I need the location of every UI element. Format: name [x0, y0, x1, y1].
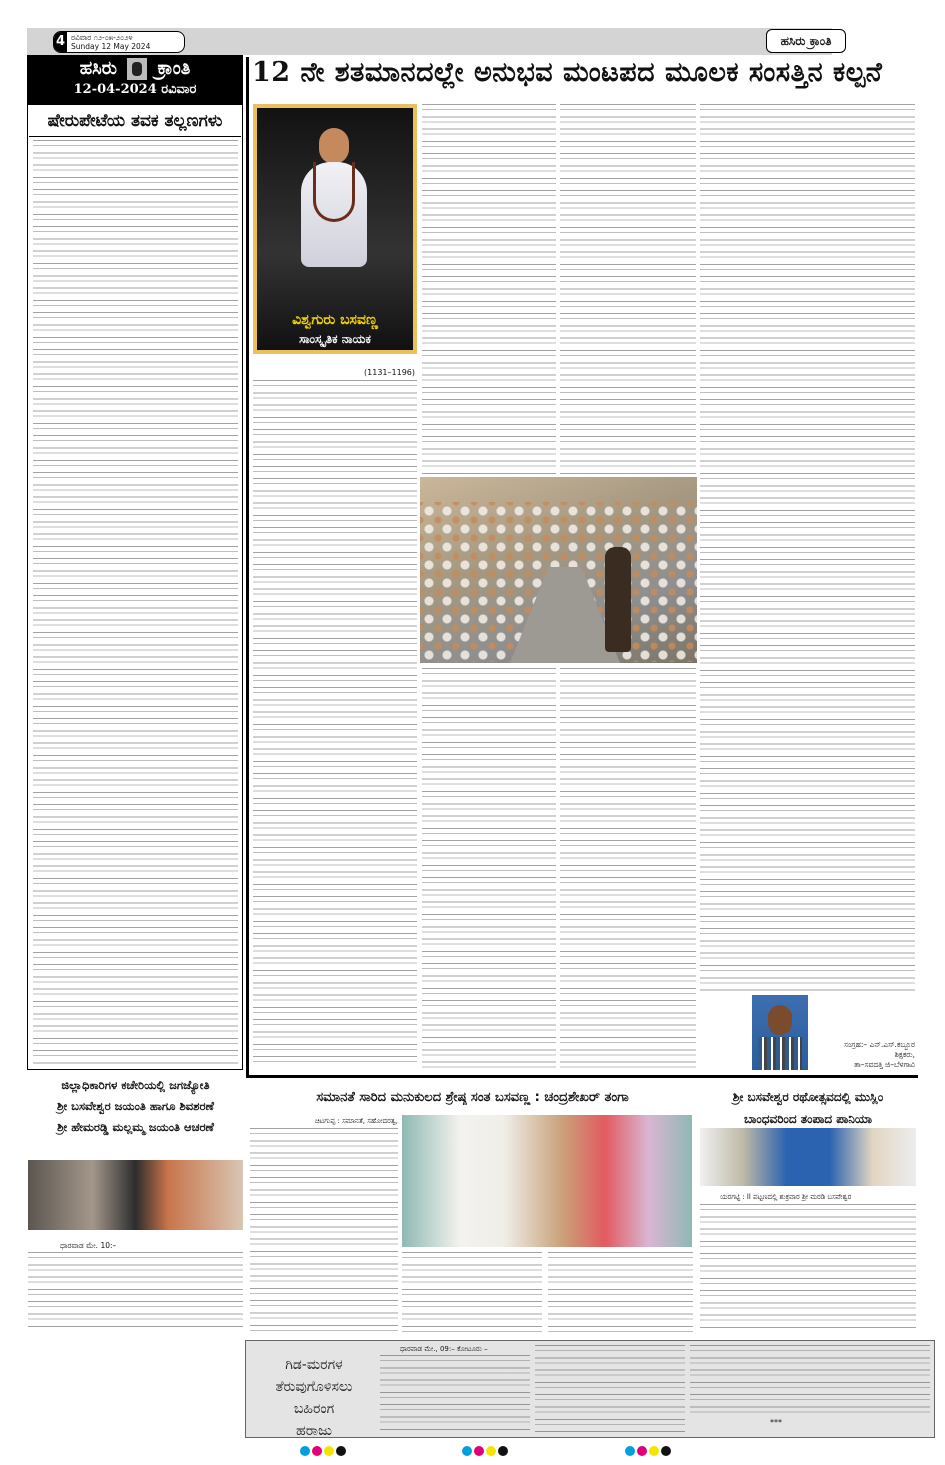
main-headline: 12 ನೇ ಶತಮಾನದಲ್ಲೇ ಅನುಭವ ಮಂಟಪದ ಮೂಲಕ ಸಂಸತ್ತಿನ ಕಲ್ಪನೆ — [252, 57, 883, 88]
date-english: Sunday 12 May 2024 — [71, 42, 151, 51]
bottom-left-body — [28, 1252, 243, 1327]
masthead-date: 12-04-2024 ರವಿವಾರ — [73, 82, 197, 97]
author-photo — [752, 995, 808, 1070]
masthead-title-right: ಕ್ರಾಂತಿ — [157, 58, 191, 79]
portrait-caption-subtitle: ಸಾಂಸ್ಕೃತಿಕ ನಾಯಕ — [299, 332, 371, 346]
chitaguppa-event-photo — [402, 1115, 692, 1247]
main-article-col1-top — [253, 380, 417, 475]
bottom-left-headline-line-2: ಶ್ರೀ ಬಸವೇಶ್ವರ ಜಯಂತಿ ಹಾಗೂ ಶಿವಶರಣೆ — [57, 1099, 214, 1113]
black-dot — [661, 1446, 671, 1456]
yellow-dot — [324, 1446, 334, 1456]
bottom-right-headline — [700, 1086, 916, 1130]
magenta-dot — [312, 1446, 322, 1456]
notice-title-line-2: ತೆರುವುಗೊಳಿಸಲು — [275, 1379, 353, 1395]
bottom-left-headline — [28, 1075, 243, 1138]
main-article-col2 — [422, 668, 556, 1068]
water-distribution-photo — [700, 1128, 916, 1186]
masthead — [27, 55, 243, 105]
jayanti-event-photo — [28, 1160, 243, 1230]
registration-marks-center — [462, 1446, 508, 1456]
bottom-right-body — [700, 1204, 916, 1332]
bottom-left-headline-line-3: ಶ್ರೀ ಹೇಮರಡ್ಡಿ ಮಲ್ಲಮ್ಮ ಜಯಂತಿ ಆಚರಣೆ — [57, 1120, 214, 1134]
byline-name: ಸಂಗ್ರಹ:– ಎನ್.ಎಸ್.ಕಬ್ಬೂರ — [843, 1040, 915, 1049]
black-dot — [336, 1446, 346, 1456]
bottom-middle-col1 — [250, 1128, 398, 1333]
yellow-dot — [649, 1446, 659, 1456]
column-rule — [246, 57, 249, 1077]
logo-icon — [127, 58, 147, 80]
notice-col3 — [690, 1345, 930, 1413]
yellow-dot — [486, 1446, 496, 1456]
byline-place: ತಾ–ಸವದತ್ತಿ ಜಿ–ಬೆಳಗಾವಿ — [854, 1060, 915, 1069]
bottom-middle-col3 — [548, 1252, 693, 1332]
notice-title-line-4: ಹರಾಜು — [296, 1423, 332, 1439]
anubhava-mantapa-painting — [420, 477, 697, 663]
left-article-body — [33, 140, 238, 1065]
date-kannada: ರವಿವಾರ ೧೨-೦೫-೨೦೨೪ — [71, 33, 133, 42]
auction-notice-title — [255, 1354, 373, 1442]
main-article-col3 — [560, 668, 696, 1068]
bottom-middle-headline: ಸಮಾನತೆ ಸಾರಿದ ಮನುಕುಲದ ಶ್ರೇಷ್ಠ ಸಂತ ಬಸವಣ್ಣ : ಚಂದ್ರಶೇಖರ್ ತಂಗಾ — [316, 1090, 629, 1105]
notice-col1 — [380, 1355, 530, 1433]
main-article-col2-top — [422, 104, 556, 474]
bottom-middle-col2 — [402, 1252, 542, 1332]
bottom-right-dateline: ಯರಗಟ್ಟಿ : ll ಪಟ್ಟಣದಲ್ಲಿ ಶುಕ್ರವಾರ ಶ್ರೀ ಮರಡಿ ಬಸವೇಶ್ವರ — [720, 1193, 852, 1201]
magenta-dot — [474, 1446, 484, 1456]
notice-title-line-3: ಬಹಿರಂಗ — [293, 1401, 335, 1417]
section-divider — [246, 1075, 918, 1078]
registration-marks-right — [625, 1446, 671, 1456]
cyan-dot — [300, 1446, 310, 1456]
notice-title-line-1: ಗಿಡ-ಮರಗಳ — [285, 1357, 343, 1373]
main-article-col4 — [700, 104, 915, 994]
bottom-middle-dateline: ಚಿಟಗುಪ್ಪ : ಸಮಾನತೆ, ಸಹೋದರತ್ವ, — [314, 1117, 398, 1125]
notice-end-mark: *** — [770, 1418, 782, 1427]
page-date-box — [53, 31, 185, 53]
brand-tag: ಹಸಿರು ಕ್ರಾಂತಿ — [766, 29, 846, 53]
bottom-left-headline-line-1: ಜಿಲ್ಲಾಧಿಕಾರಿಗಳ ಕಚೇರಿಯಲ್ಲಿ ಜಗಜ್ಯೋತಿ — [61, 1078, 210, 1092]
cyan-dot — [625, 1446, 635, 1456]
byline-role: ಶಿಕ್ಷಕರು, — [894, 1050, 915, 1059]
main-article-col1 — [253, 478, 417, 1068]
page-number: 4 — [54, 32, 67, 52]
main-article-col3-top — [560, 104, 696, 474]
registration-marks-left — [300, 1446, 346, 1456]
masthead-title-left: ಹಸಿರು — [79, 58, 117, 79]
black-dot — [498, 1446, 508, 1456]
byline — [815, 1040, 915, 1070]
magenta-dot — [637, 1446, 647, 1456]
notice-dateline: ಧಾರವಾಡ ಮೇ., 09:– ಕೋಟೂರು – — [400, 1345, 488, 1353]
left-article-headline: ಷೇರುಪೇಟೆಯ ತವಕ ತಲ್ಲಣಗಳು — [29, 106, 241, 137]
notice-col2 — [535, 1345, 685, 1433]
portrait-caption-title: ವಿಶ್ವಗುರು ಬಸವಣ್ಣ — [292, 312, 378, 328]
bottom-right-headline-line-2: ಬಾಂಧವರಿಂದ ತಂಪಾದ ಪಾನಿಯಾ — [743, 1112, 872, 1126]
bottom-right-headline-line-1: ಶ್ರೀ ಬಸವೇಶ್ವರ ರಥೋತ್ಸವದಲ್ಲಿ ಮುಸ್ಲಿಂ — [732, 1090, 884, 1104]
lead-years: (1131–1196) — [364, 368, 415, 377]
bottom-left-dateline: ಧಾರವಾಡ ಮೇ. 10:– — [60, 1241, 117, 1250]
cyan-dot — [462, 1446, 472, 1456]
